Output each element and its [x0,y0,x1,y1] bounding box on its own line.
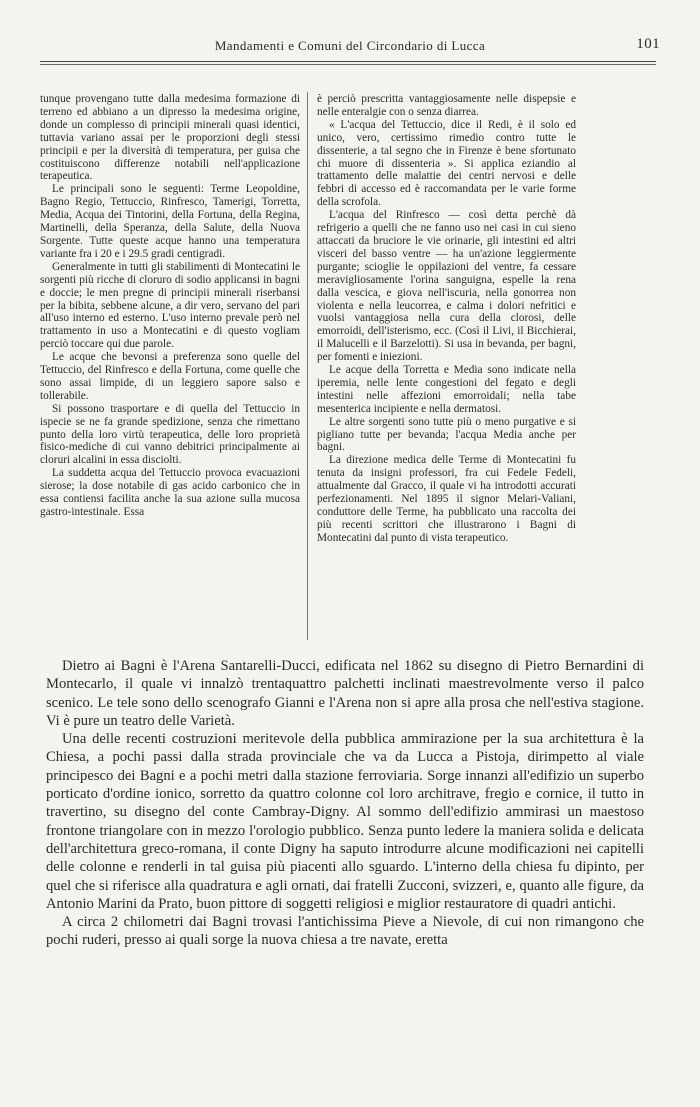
right-column [317,93,576,545]
paragraph: Le principali sono le seguenti: Terme Leopoldine, Bagno Regio, Tettuccio, Rinfresco, Tamerigi, Torretta, Media, Acqua dei Tintorini, della Fortuna, della Regina, Martinelli, della Speranza, della Salute, della Nuova Sorgente. Tutte queste acque hanno una temperatura variante fra i 20 e i 29.5 gradi centigradi. [40,183,300,260]
main-text [46,657,644,950]
paragraph: Le altre sorgenti sono tutte più o meno purgative e si pigliano tutte per bevanda; l'acqua Media anche per bagni. [317,415,576,454]
column-divider [307,92,308,640]
paragraph: Le acque che bevonsi a preferenza sono quelle del Tettuccio, del Rinfresco e della Fortuna, come quelle che sono assai limpide, di un leggiero sapore salso e tollerabile. [40,351,300,402]
paragraph: La direzione medica delle Terme di Montecatini fu tenuta da insigni professori, fra cui Fedele Fedeli, attualmente dal Gracco, il quale vi ha introdotti accurati perfezionamenti. Nel 1895 il signor Melari-Valiani, conduttore delle Terme, ha pubblicato una raccolta dei più recenti scrittori che illustrarono i Bagni di Montecatini dal punto di vista terapeutico. [317,454,576,544]
page-number: 101 [636,36,660,52]
paragraph: Le acque della Torretta e Media sono indicate nella iperemia, nelle lente congestioni del fegato e degli intestini nelle affezioni emorroidali; nella tabe mesenterica incipiente e nella dermatosi. [317,364,576,415]
paragraph: L'acqua del Rinfresco — così detta perchè dà refrigerio a quelli che ne fanno uso nei casi in cui sieno attaccati da bruciore le vie orinarie, gli intestini ed altri visceri del basso ventre — ha un'azione leggiermente purgante; scioglie le oppilazioni del ventre, fa cessare meravigliosamente l'orina sanguigna, espelle la rena dalla vescica, e giova nell'iscuria, nella gonorrea non violenta e nella leucorrea, e calma i dolori nefritici e vuolsi vantaggiosa nella cura della clorosi, delle emorroidi, dell'isterismo, ecc. (Così il Livi, il Bicchierai, il Malucelli e il Barzelotti). Si usa in bevanda, per bagni, per fomenti e iniezioni. [317,209,576,364]
paragraph: Si possono trasportare e di quella del Tettuccio in ispecie se ne fa grande spedizione, senza che rimettano punto della loro virtù terapeutica, delle loro proprietà fisico-mediche di cui vanno debitrici principalmente ai cloruri alcalini in essa disciolti. [40,402,300,467]
paragraph: La suddetta acqua del Tettuccio provoca evacuazioni sierose; la dose notabile di gas acido carbonico che in essa contiensi facilita anche la sua azione sulla mucosa gastro-intestinale. Essa [40,467,300,518]
paragraph: Una delle recenti costruzioni meritevole della pubblica ammirazione per la sua architettura è la Chiesa, a pochi passi dalla strada provinciale che va da Lucca a Pistoja, dirimpetto al viale principesco dei Bagni e a pochi metri dalla stazione ferroviaria. Sorge innanzi all'edifizio un superbo porticato d'ordine ionico, sorretto da quattro colonne col loro architrave, fregio e cornice, il tutto in travertino, su disegno del conte Cambray-Digny. Al sommo dell'edifizio ammirasi un maestoso frontone triangolare con in mezzo l'orologio pubblico. Senza punto ledere la maniera solida e delicata dell'architettura greco-romana, il conte Digny ha saputo introdurre alcune modificazioni nei capitelli delle colonne e renderli in tal guisa più piacenti allo sguardo. L'interno della chiesa fu dipinto, per quel che si riferisce alla quadratura e agli ornati, dai fratelli Zucconi, svizzeri, e, quanto alle figure, da Antonio Marini da Prato, buon pittore di soggetti religiosi e miglior restauratore di quadri antichi. [46,731,644,912]
paragraph: A circa 2 chilometri dai Bagni trovasi l'antichissima Pieve a Nievole, di cui non rimangono che pochi ruderi, presso ai quali sorge la nuova chiesa a tre navate, eretta [46,914,644,949]
left-column [40,93,300,519]
running-title: Mandamenti e Comuni del Circondario di Lucca [214,38,486,53]
paragraph: è perciò prescritta vantaggiosamente nelle dispepsie e nelle enteralgie con o senza diarrea. [317,93,576,118]
paragraph: tunque provengano tutte dalla medesima formazione di terreno ed abbiano a un dipresso la medesima origine, donde un complesso di principii minerali quasi identici, tuttavia variano assai per le proporzioni degli stessi principii e per la diversità di temperatura, per guisa che costituiscono differenze notabili nell'applicazione terapeutica. [40,93,300,183]
paragraph: « L'acqua del Tettuccio, dice il Redi, è il solo ed unico, vero, certissimo rimedio contro tutte le dissenterie, a tal segno che in Firenze è bene sfortunato chi muore di dissenteria ». Si applica eziandio al trattamento delle malattie dei centri nervosi e delle febbri di accesso ed è raccomandata per le varie forme della scrofola. [317,118,576,209]
header-rule-thin [40,64,656,65]
header-rule [40,61,656,62]
paragraph: Dietro ai Bagni è l'Arena Santarelli-Ducci, edificata nel 1862 su disegno di Pietro Bernardini di Montecarlo, il quale vi innalzò trentaquattro palchetti inclinati maestrevolmente verso il palco scenico. Le tele sono dello scenografo Gianni e l'Arena non si apre alla prosa che nell'estiva stagione. Vi è pure un teatro delle Varietà. [46,658,644,729]
paragraph: Generalmente in tutti gli stabilimenti di Montecatini le sorgenti più ricche di cloruro di sodio applicansi in bagni e doccie; le men pregne di principii minerali riserbansi per la bibita, sebbene alcune, a dir vero, servano del pari all'uso interno ed esterno. L'uso interno prevale però nel trattamento in uso a Montecatini e di questo vogliam perciò toccare qui due parole. [40,260,300,351]
